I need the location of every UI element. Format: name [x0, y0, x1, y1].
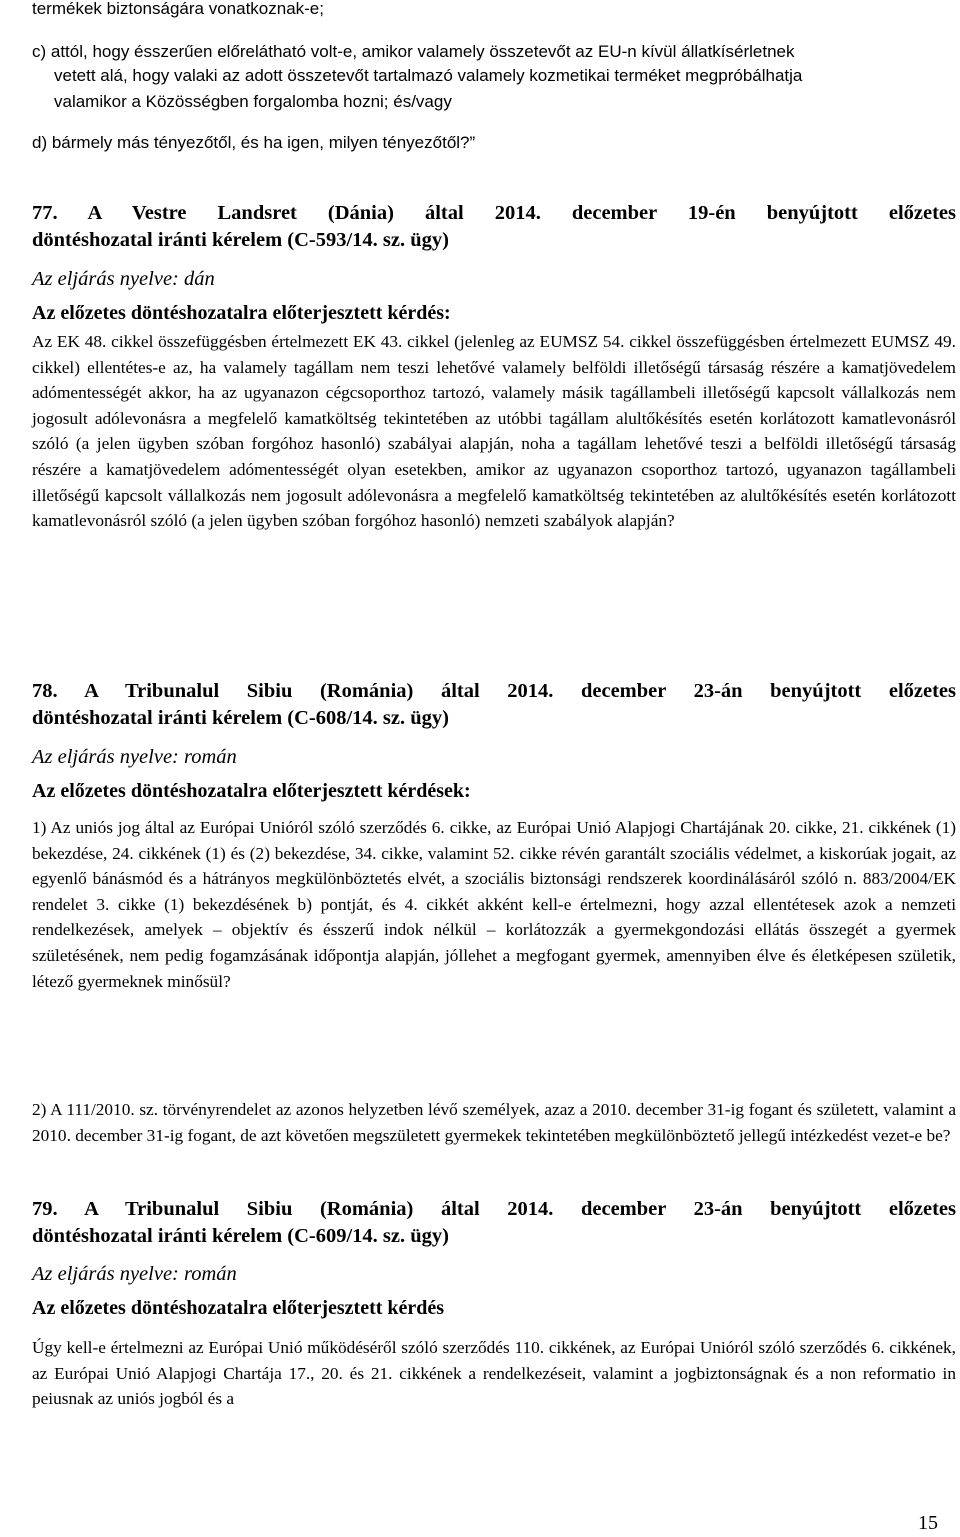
- page-number: 15: [918, 1512, 938, 1534]
- case77-language: Az eljárás nyelve: dán: [32, 268, 215, 290]
- case77-heading-line2: döntéshozatal iránti kérelem (C-593/14. sz. ügy): [32, 229, 449, 251]
- case78-question2: 2) A 111/2010. sz. törvényrendelet az azonos helyzetben lévő személyek, azaz a 2010. december 31-ig fogant és született, valamint a 2010. december 31-ig fogant, de azt követően megszületett gyermekek tekintetében megkülönböztető jellegű intézkedést vezet-e be?: [32, 1100, 956, 1145]
- case79-heading-line1: 79. A Tribunalul Sibiu (Románia) által 2014. december 23-án benyújtott előzetes: [32, 1198, 956, 1220]
- case79-language: Az eljárás nyelve: román: [32, 1263, 237, 1285]
- case78-questions-heading: Az előzetes döntéshozatalra előterjesztett kérdések:: [32, 780, 471, 802]
- intro-b-tail: termékek biztonságára vonatkoznak-e;: [32, 0, 324, 18]
- case78-heading-line1: 78. A Tribunalul Sibiu (Románia) által 2014. december 23-án benyújtott előzetes: [32, 680, 956, 702]
- case77-questions-heading: Az előzetes döntéshozatalra előterjesztett kérdés:: [32, 302, 451, 324]
- case79-paragraph: Úgy kell-e értelmezni az Európai Unió működéséről szóló szerződés 110. cikkének, az Európai Unióról szóló szerződés 6. cikkének, az Európai Unió Alapjogi Chartája 17., 20. és 21. cikkének a rendelkezéseit, valamint a jogbiztonságnak és a non reformatio in peiusnak az uniós jogból és a: [32, 1338, 956, 1409]
- case77-paragraph: Az EK 48. cikkel összefüggésben értelmezett EK 43. cikkel (jelenleg az EUMSZ 54. cikkel összefüggésben értelmezett EUMSZ 49. cikkel) ellentétes-e az, ha valamely tagállam nem teszi lehetővé valamely belföldi illetőségű társaság részére a kamatjövedelem adómentességét akkor, ha az ugyanazon cégcsoporthoz tartozó, valamely másik tagállambeli illetőségű kapcsolt vállalkozás nem jogosult adólevonásra a megfelelő kamatköltség tekintetében az utóbbi tagállam alultőkésítés esetén korlátozott kamatlevonásról szóló (a jelen ügyben szóban forgóhoz hasonló) szabályai alapján, noha a tagállam lehetővé teszi a belföldi illetőségű társaság részére a kamatjövedelem adómentességét olyan esetekben, amikor az ugyanazon csoporthoz tartozó, ugyanazon tagállambeli illetőségű kapcsolt vállalkozás nem jogosult adólevonásra a megfelelő kamatköltség tekintetében az alultőkésítés esetén korlátozott kamatlevonásról szóló (a jelen ügyben szóban forgóhoz hasonló) nemzeti szabályok alapján?: [32, 332, 956, 531]
- case78-question1: 1) Az uniós jog által az Európai Unióról szóló szerződés 6. cikke, az Európai Unió Alapjogi Chartájának 20. cikke, 21. cikkének (1) bekezdése, 24. cikkének (1) és (2) bekezdése, 34. cikke, valamint 52. cikke révén garantált szociális védelmet, a kiskorúak jogait, az egyenlő bánásmód és a hátrányos megkülönböztetés elvét, a szociális biztonsági rendszerek koordinálásáról szóló n. 883/2004/EK rendelet 3. cikke (1) bekezdésének b) pontját, és 4. cikkét akként kell-e értelmezni, hogy azzal ellentétesek azok a nemzeti rendelkezések, amelyek – objektív és ésszerű indok nélkül – korlátozzák a gyermekgondozási ellátás összegét a gyermek születésének, nem pedig fogamzásának időpontja alapján, jóllehet a megfogant gyermek, amennyiben élve és életképesen születik, létező gyermeknek minősül?: [32, 818, 956, 991]
- intro-d-line: d) bármely más tényezőtől, és ha igen, milyen tényezőtől?”: [32, 133, 476, 152]
- intro-c-line3: valamikor a Közösségben forgalomba hozni; és/vagy: [54, 92, 452, 111]
- intro-c-line2: vetett alá, hogy valaki az adott összetevőt tartalmazó valamely kozmetikai terméket megpróbálhatja: [54, 66, 803, 85]
- case79-heading-line2: döntéshozatal iránti kérelem (C-609/14. sz. ügy): [32, 1225, 449, 1247]
- intro-c-line1: c) attól, hogy ésszerűen előrelátható volt-e, amikor valamely összetevőt az EU-n kívül állatkísérletnek: [32, 42, 795, 61]
- case79-questions-heading: Az előzetes döntéshozatalra előterjesztett kérdés: [32, 1297, 445, 1319]
- case77-heading-line1: 77. A Vestre Landsret (Dánia) által 2014. december 19-én benyújtott előzetes: [32, 202, 956, 224]
- case78-language: Az eljárás nyelve: román: [32, 746, 237, 768]
- case78-heading-line2: döntéshozatal iránti kérelem (C-608/14. sz. ügy): [32, 707, 449, 729]
